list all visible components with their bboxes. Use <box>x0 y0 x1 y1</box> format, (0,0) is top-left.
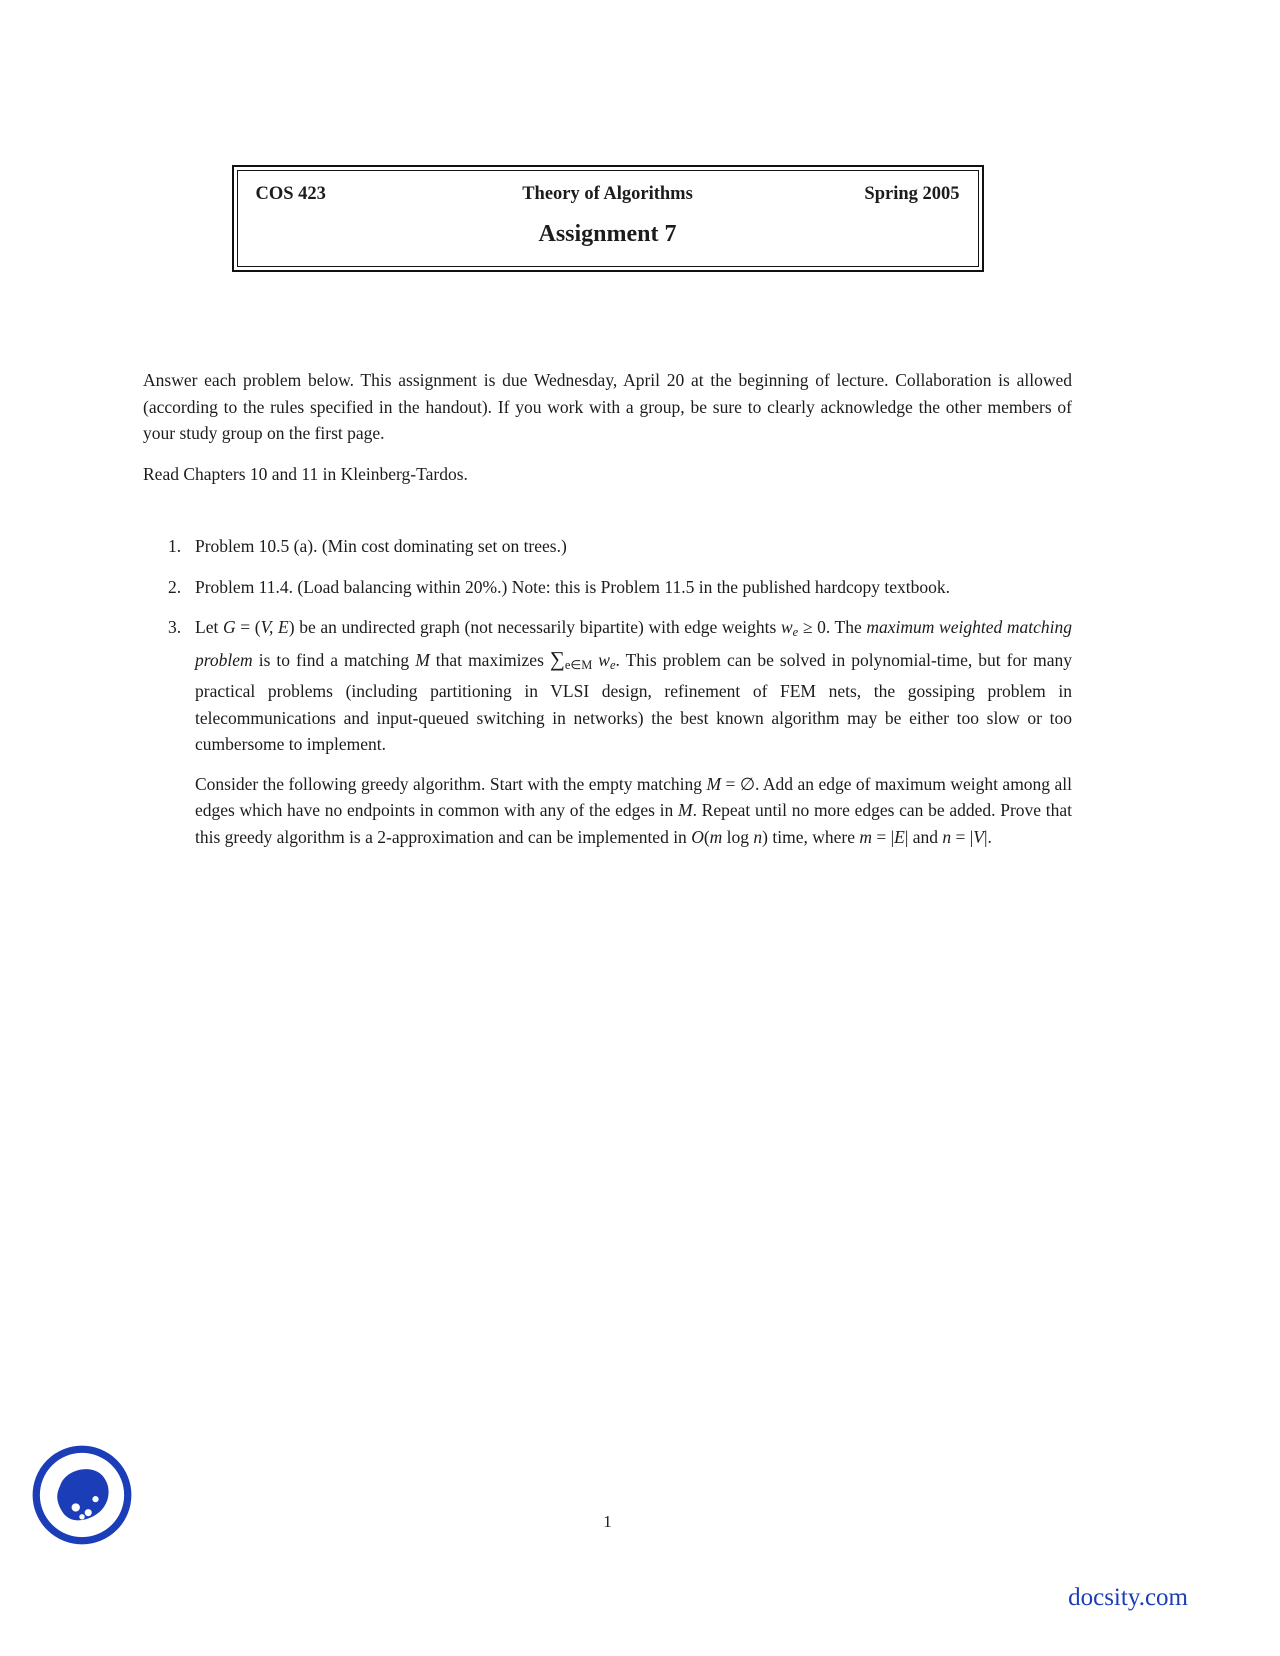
assignment-title: Assignment 7 <box>538 221 677 247</box>
problem-body <box>195 533 1072 560</box>
course-title: Theory of Algorithms <box>522 184 693 204</box>
problem-number: 3. <box>168 617 182 637</box>
problem-item-3 <box>143 614 1072 850</box>
header-box-inner <box>237 170 979 267</box>
docsity-link[interactable]: docsity.com <box>1068 1584 1188 1611</box>
page-number: 1 <box>603 1512 612 1531</box>
problem-number: 2. <box>168 576 182 597</box>
problem-item-2 <box>143 574 1072 601</box>
problem-body <box>195 574 1072 601</box>
problem-text: Problem 10.5 (a). (Min cost dominating set on trees.) <box>195 536 567 556</box>
header-box <box>232 165 984 272</box>
term-label: Spring 2005 <box>864 184 960 204</box>
problem-text: Let G = (V, E) be an undirected graph (not necessarily bipartite) with edge weights we ≥ 0. The maximum weighted matching problem is to find a matching M that maximizes ∑e∈M we. This problem can be solved in polynomial-time, but for many practical problems (including partitioning in VLSI design, refinement of FEM nets, the gossiping problem in telecommunications and input-queued switching in networks) the best known algorithm may be either too slow or too cumbersome to implement. <box>195 617 1073 755</box>
problem-number: 1. <box>168 536 182 556</box>
problem-list <box>143 533 1072 850</box>
header-row <box>256 184 960 205</box>
reading-note: Read Chapters 10 and 11 in Kleinberg-Tardos. <box>143 463 468 484</box>
document-content <box>143 0 1072 850</box>
problem-text-continued: Consider the following greedy algorithm. Start with the empty matching M = ∅. Add an edge of maximum weight among all edges which have no endpoints in common with any of the edges in M. Repeat until no more edges can be added. Prove that this greedy algorithm is a 2-approximation and can be implemented in O(m log n) time, where m = |E| and n = |V|. <box>195 773 1072 847</box>
docsity-logo-icon[interactable] <box>30 1443 134 1547</box>
intro-paragraph: Answer each problem below. This assignment is due Wednesday, April 20 at the beginning of lecture. Collaboration is allowed (according to the rules specified in the handout). If you work with a group, be sure to clearly acknowledge the other members of your study group on the first page. <box>143 370 1072 443</box>
problem-item-1 <box>143 533 1072 560</box>
course-code: COS 423 <box>255 184 326 204</box>
problem-body <box>195 614 1072 850</box>
problem-text: Problem 11.4. (Load balancing within 20%.) Note: this is Problem 11.5 in the published hardcopy textbook. <box>195 576 950 597</box>
